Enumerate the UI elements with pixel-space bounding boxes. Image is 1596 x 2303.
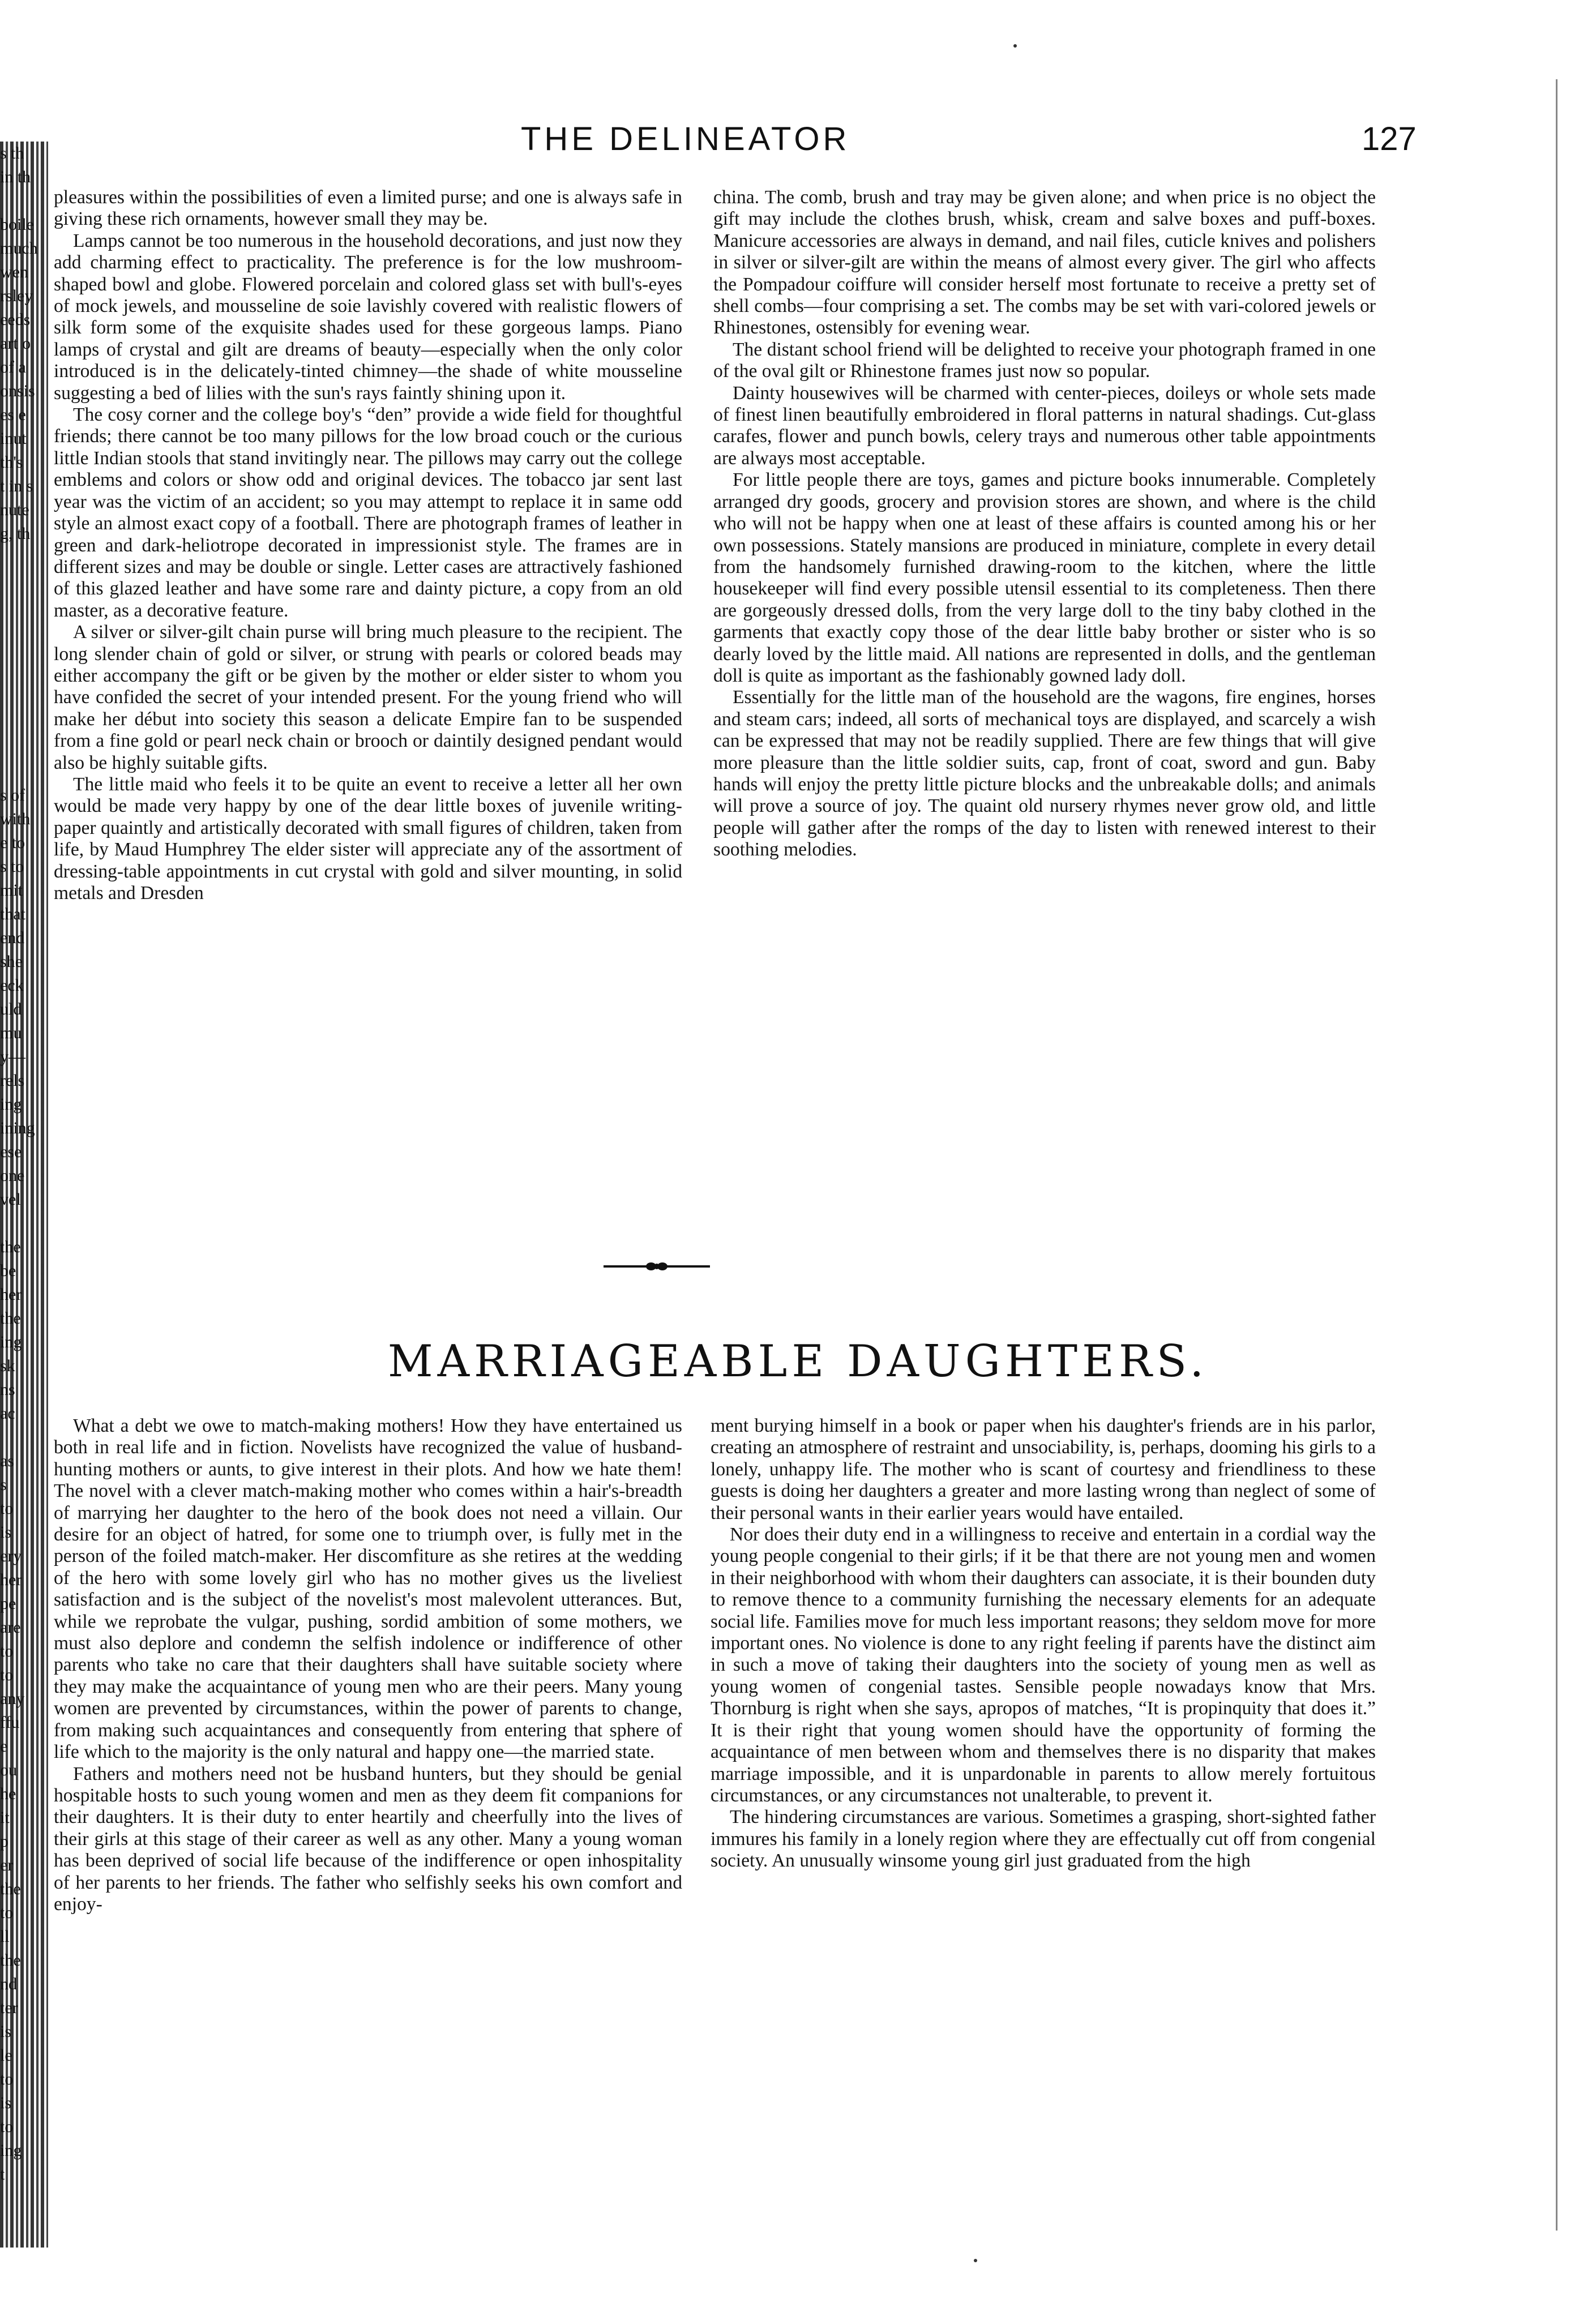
- gutter-fragment: ing: [0, 1095, 22, 1114]
- top-article-right-column: [713, 187, 1376, 861]
- paragraph: The little maid who feels it to be quite an event to receive a letter all her own would be made very happy by one of the dear little boxes of juvenile writing-paper quaintly and artistically decorated with small figures of children, taken from life, by Maud Humphrey The elder sister will appreciate any of the assortment of dressing-table appointments in cut crystal with gold and silver mounting, in solid metals and Dresden: [54, 773, 682, 904]
- gutter-fragment: eck: [0, 976, 24, 995]
- paragraph: A silver or silver-gilt chain purse will bring much pleasure to the recipient. The long slender chain of gold or silver, or strung with pearls or colored beads may either accompany the gift or be given by the mother or elder sister to whom you have confided the secret of your intended present. For the young friend who will make her début into society this season a delicate Empire fan to be suspended from a fine gold or pearl neck chain or brooch or daintily designed pendant would also be highly suitable gifts.: [54, 622, 682, 773]
- gutter-fragment: much: [0, 239, 38, 258]
- gutter-fragment: ou: [0, 1761, 17, 1779]
- gutter-fragment: ese: [0, 1142, 22, 1161]
- gutter-fragment: mu: [0, 1024, 22, 1042]
- article-headline: MARRIAGEABLE DAUGHTERS.: [387, 1336, 1209, 1387]
- gutter-fragment: ter: [0, 1998, 18, 2017]
- gutter-fragment: ns: [0, 1380, 15, 1399]
- gutter-fragment: is: [0, 2094, 12, 2112]
- gutter-fragment: es e: [0, 405, 26, 424]
- gutter-fragment: mit: [0, 881, 23, 900]
- page-header: [0, 120, 1596, 165]
- gutter-fragment: to: [0, 2070, 14, 2088]
- gutter-fragment: [0, 760, 40, 784]
- gutter-fragment: to: [0, 1903, 14, 1922]
- gutter-fragment: to: [0, 2117, 14, 2136]
- gutter-fragment: p: [0, 1832, 8, 1851]
- gutter-fragment: is: [0, 2022, 12, 2041]
- gutter-fragment: s of: [0, 786, 25, 804]
- gutter-fragment: [0, 688, 40, 712]
- gutter-fragment: uld: [0, 1000, 22, 1018]
- gutter-fragment: [0, 641, 40, 665]
- gutter-fragment: ffu: [0, 1713, 20, 1732]
- paragraph: For little people there are toys, games and picture books innumerable. Completely arranged dry goods, grocery and provision stores are shown, and where is the child who will not be happy when one at least of these affairs is counted among his or her own possessions. Stately mansions are produced in miniature, complete in every detail from the handsomely furnished drawing-room to the kitchen, where the little housekeeper will find every possible utensil essential to its completeness. Then there are gorgeously dressed dolls, from the very large doll to the tiny baby clothed in the garments that exactly copy those of the dear little baby brother or sister who is so dearly loved by the little maid. All nations are represented in dolls, and the gentleman doll is quite as important as the fashionably gowned lady doll.: [713, 469, 1376, 686]
- bottom-article-left-column: [54, 1415, 682, 1915]
- gutter-fragment: [0, 593, 40, 617]
- gutter-fragment: the: [0, 1309, 21, 1328]
- bottom-article-right-column: [711, 1415, 1376, 1872]
- page-number: 127: [1362, 121, 1417, 157]
- gutter-fragment: y—: [0, 1047, 25, 1066]
- gutter-fragment: er: [0, 1856, 14, 1874]
- paragraph: What a debt we owe to match-making mothers! How they have entertained us both in real life and in fiction. Novelists have recognized the value of husband-hunting mothers or aunts, to give interest in their plots. And how we hate them! The novel with a clever match-making mother who comes within a hair's-breadth of marrying her daughter to the hero of the book does not need a villain. Our desire for an object of hatred, for some one to triumph over, is fully met in the person of the foiled match-maker. Her discomfiture as she retires at the wedding of the hero with some lovely girl who has no mother gives us the liveliest satisfaction and is the subject of the novelist's most malevolent utterances. But, while we reprobate the vulgar, pushing, sordid ambition of some mothers, we must also deplore and condemn the selfish indolence or indifference of other parents who take no care that their daughters shall have suitable society where they may make the acquaintance of young men who are their peers. Many young women are prevented by circumstances, within the power of parents to change, from making such acquaintances and consequently from entering that sphere of life which to the majority is the only natural and happy one—the married state.: [54, 1415, 682, 1763]
- gutter-fragment: e: [0, 1737, 8, 1756]
- gutter-fragment: s th: [0, 144, 24, 162]
- gutter-fragment: [0, 665, 40, 688]
- gutter-fragment: her: [0, 1285, 22, 1304]
- gutter-fragment: vel: [0, 1190, 21, 1209]
- gutter-fragment: t: [0, 2165, 5, 2184]
- gutter-fragment: the: [0, 1951, 21, 1970]
- paragraph: Fathers and mothers need not be husband hunters, but they should be genial hospitable hosts to such young women and men as they deem fit companions for their daughters. It is their duty to enter heartily and cheerfully into the lives of their girls at this stage of their career as well as any other. Many a young woman has been deprived of social life because of the indifference or open inhospitality of her parents to her friends. The father who selfishly seeks his own comfort and enjoy-: [54, 1763, 682, 1915]
- gutter-fragment: th's: [0, 453, 23, 472]
- gutter-fragment: to: [0, 1642, 14, 1660]
- page-edge-rule: [1556, 79, 1558, 2231]
- gutter-fragment: rels: [0, 1071, 25, 1090]
- gutter-fragment: [0, 1426, 40, 1449]
- paragraph: pleasures within the possibilities of even a limited purse; and one is always safe in giving these rich ornaments, however small they may be.: [54, 187, 682, 230]
- paragraph: Dainty housewives will be charmed with center-pieces, doileys or whole sets made of finest linen beautifully embroidered in floral patterns in natural shadings. Cut-glass carafes, flower and punch bowls, celery trays and numerous other table appointments are always most acceptable.: [713, 382, 1376, 469]
- gutter-fragment: of a: [0, 358, 26, 376]
- gutter-fragment: the: [0, 1238, 21, 1256]
- gutter-fragment: ining: [0, 1119, 35, 1137]
- gutter-fragment: ing: [0, 1333, 22, 1351]
- gutter-fragment: any: [0, 1689, 25, 1708]
- paragraph: ment burying himself in a book or paper when his daughter's friends are in his parlor, creating an atmosphere of restraint and unsociability, is, perhaps, dooming his girls to a lonely, unhappy life. The mother who is scant of courtesy and friendliness to these guests is doing her daughters a greater and more lasting wrong than neglect of some of their personal wants in their earlier years would have entailed.: [711, 1415, 1376, 1523]
- gutter-fragment: [0, 712, 40, 736]
- gutter-fragment: pe: [0, 1594, 16, 1613]
- section-divider-ornament: [600, 1257, 713, 1276]
- paragraph: china. The comb, brush and tray may be given alone; and when price is no object the gift may include the clothes brush, whisk, cream and salve boxes and puff-boxes. Manicure accessories are always in demand, and nail files, cuticle knives and polishers in silver or silver-gilt are within the means of almost every giver. The girl who affects the Pompadour coiffure will consider herself most fortunate to receive a pretty set of shell combs—four comprising a set. The combs may be set with vari-colored jewels or Rhinestones, ostensibly for evening wear.: [713, 187, 1376, 339]
- gutter-fragment: it: [0, 1808, 10, 1827]
- gutter-fragment: he: [0, 1784, 16, 1803]
- gutter-fragment: to: [0, 1666, 14, 1684]
- gutter-fragment: ll: [0, 1927, 10, 1946]
- gutter-fragment: end: [0, 928, 25, 947]
- paragraph: Essentially for the little man of the household are the wagons, fire engines, horses and steam cars; indeed, all sorts of mechanical toys are displayed, and scarcely a wish can be expressed that may not be readily supplied. There are few things that will give more pleasure than the little soldier suits, cap, front of coat, sword and gun. Baby hands will enjoy the pretty little picture blocks and the unbreakable dolls; and animals will prove a source of joy. The quaint old nursery rhymes never grow old, and little people will gather after the romps of the day to listen with renewed interest to their soothing melodies.: [713, 687, 1376, 861]
- gutter-fragment: nute: [0, 500, 29, 519]
- gutter-fragment: sk: [0, 1356, 15, 1375]
- gutter-fragment: as: [0, 1452, 14, 1470]
- gutter-fragment: le: [0, 2046, 12, 2065]
- top-article-left-column: [54, 187, 682, 904]
- gutter-fragment: ing: [0, 2141, 22, 2160]
- gutter-fragment: [0, 736, 40, 760]
- gutter-fragment: the: [0, 1880, 21, 1898]
- gutter-fragment: in th: [0, 168, 31, 186]
- paragraph: The cosy corner and the college boy's “den” provide a wide field for thoughtful friends; there cannot be too many pillows for the low broad couch or the curious little Indian stools that stand invitingly near. The pillows may carry out the college emblems and colors or show odd and original devices. The tobacco jar sent last year was the victim of an accident; so you may attempt to replace it in same odd style an almost exact copy of a football. There are photograph frames of leather in green and dark-heliotrope decorated in impressionist style. The frames are in different sizes and may be double or single. Letter cases are attractively fashioned of this glazed leather and have some rare and dainty picture, a copy from an old master, as a decorative feature.: [54, 404, 682, 621]
- paragraph: The distant school friend will be delighted to receive your photograph framed in one of the oval gilt or Rhinestone frames just now so popular.: [713, 339, 1376, 382]
- gutter-fragment: that: [0, 905, 25, 923]
- gutter-fragment: s to: [0, 857, 24, 876]
- gutter-fragment: inut: [0, 429, 27, 448]
- gutter-fragment: is: [0, 1523, 12, 1542]
- gutter-fragment: [0, 546, 40, 570]
- gutter-fragment: wen: [0, 263, 28, 281]
- ink-speck: [1013, 44, 1017, 48]
- gutter-fragment: one: [0, 1166, 25, 1185]
- facing-page-fragments: [0, 142, 40, 2248]
- gutter-fragment: [0, 1212, 40, 1235]
- running-title: THE DELINEATOR: [521, 121, 850, 157]
- gutter-fragment: are: [0, 1618, 21, 1637]
- gutter-fragment: her: [0, 1570, 22, 1589]
- gutter-fragment: e to: [0, 833, 25, 852]
- ink-speck: [974, 2259, 977, 2262]
- gutter-fragment: [0, 189, 40, 213]
- gutter-fragment: nd: [0, 1975, 17, 1993]
- gutter-fragment: t in s: [0, 477, 33, 495]
- gutter-fragment: be: [0, 1261, 16, 1280]
- gutter-fragment: g, th: [0, 524, 31, 543]
- gutter-fragment: [0, 570, 40, 593]
- paragraph: Nor does their duty end in a willingness to receive and entertain in a cordial way the young people congenial to their girls; if it be that there are not young men and women in their neighborhood with whom their daughters can associate, it is their bounden duty to remove thence to a community furnishing the necessary elements for an adequate social life. Families move for much less important reasons; they seldom move for more important ones. No violence is done to any right feeling if parents have the distinct aim in such a move of taking their daughters into the society of young men as well as young women of congenial tastes. Sensible people nowadays know that Mrs. Thornburg is right when she says, apropos of matches, “It is propinquity that does it.” It is their right that young women should have the opportunity of forming the acquaintance of men between whom and themselves there is no disparity that makes marriage impossible, and it is unpardonable in parents to allow merely fortuitous circumstances, or any circumstances not unalterable, to prevent it.: [711, 1524, 1376, 1806]
- gutter-fragment: to: [0, 1499, 14, 1518]
- paragraph: The hindering circumstances are various. Sometimes a grasping, short-sighted father immures his family in a lonely region where they are effectually cut off from congenial society. An unusually winsome young girl just graduated from the high: [711, 1807, 1376, 1872]
- gutter-fragment: boile: [0, 215, 34, 234]
- gutter-fragment: s: [0, 1475, 7, 1494]
- gutter-fragment: ery: [0, 1547, 22, 1565]
- gutter-fragment: art o: [0, 334, 31, 353]
- gutter-fragment: ac: [0, 1404, 15, 1423]
- gutter-fragment: rsley: [0, 286, 33, 305]
- paragraph: Lamps cannot be too numerous in the household decorations, and just now they add charming effect to practicality. The preference is for the low mushroom-shaped bowl and globe. Flowered porcelain and colored glass set with bull's-eyes of mock jewels, and mousseline de soie lavishly covered with realistic flowers of silk form some of the exquisite shades used for these gorgeous lamps. Piano lamps of crystal and gilt are dreams of beauty—especially when the only color introduced is in the delicately-tinted chimney—the shade of white mousseline suggesting a bed of lilies with the sun's rays faintly shining upon it.: [54, 230, 682, 404]
- gutter-fragment: she: [0, 952, 23, 971]
- gutter-fragment: onsis: [0, 382, 35, 400]
- gutter-fragment: eeds: [0, 310, 31, 329]
- gutter-fragment: with: [0, 810, 31, 828]
- gutter-fragment: [0, 617, 40, 641]
